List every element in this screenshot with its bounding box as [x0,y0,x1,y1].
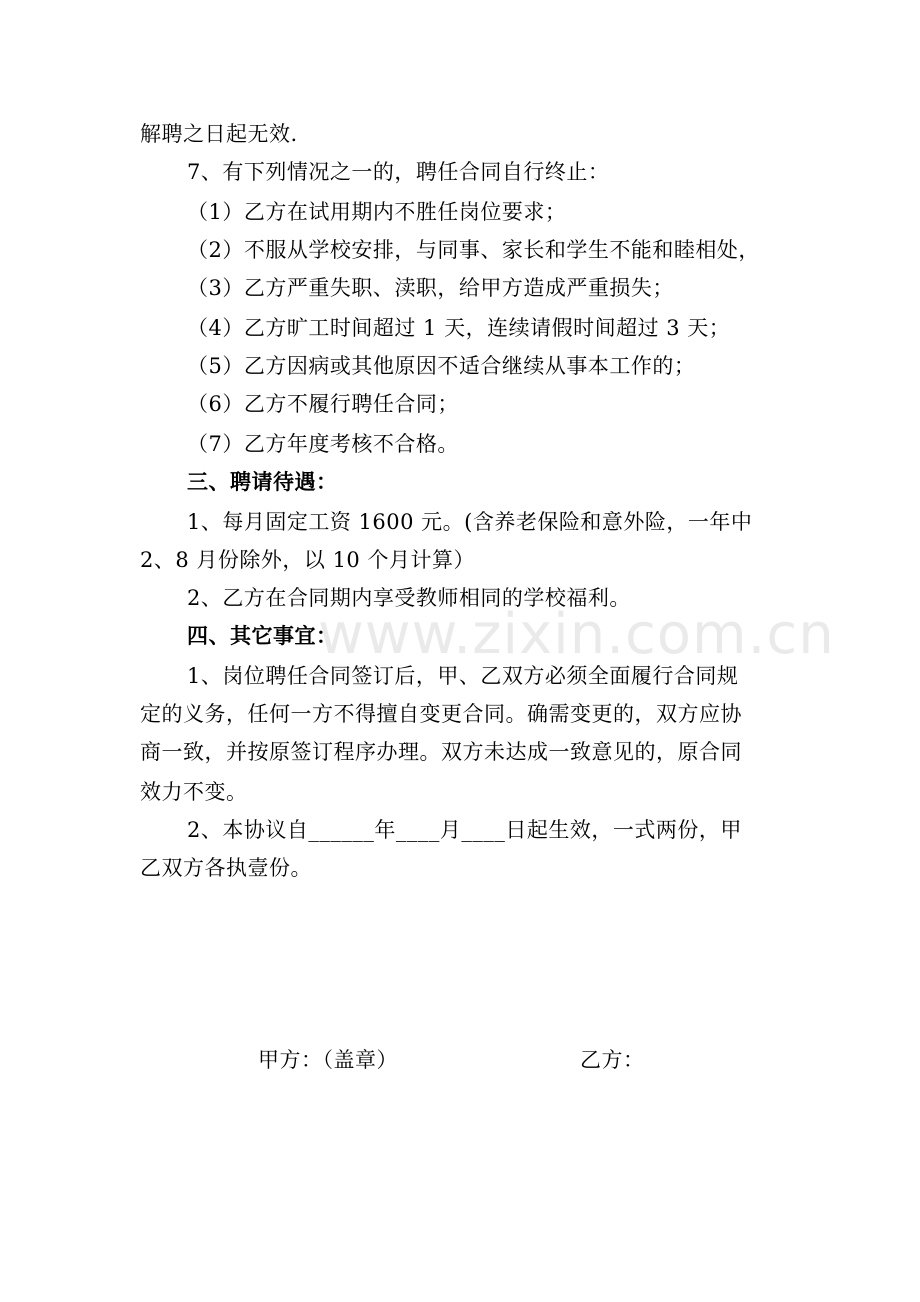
text-line: 解聘之日起无效. [140,122,298,146]
signature-party-a: 甲方：（盖章） [258,1048,398,1072]
list-item: （6）乙方不履行聘任合同； [187,392,459,416]
section-4-item-2-line: 乙双方各执壹份。 [140,856,312,880]
section-4-item-1-line: 1、岗位聘任合同签订后，甲、乙双方必须全面履行合同规 [187,664,739,688]
signature-party-b: 乙方： [580,1048,645,1072]
section-3-item-continuation: 2、8 月份除外，以 10 个月计算） [140,548,475,572]
section-3-item: 2、乙方在合同期内享受教师相同的学校福利。 [187,586,631,610]
section-4-heading: 四、其它事宜： [187,623,338,648]
section-4-item-1-line: 效力不变。 [140,780,248,804]
list-item: （4）乙方旷工时间超过 1 天，连续请假时间超过 3 天； [187,316,731,340]
list-item: （1）乙方在试用期内不胜任岗位要求； [187,200,567,224]
section-4-item-1-line: 定的义务，任何一方不得擅自变更合同。确需变更的，双方应协 [140,702,742,726]
list-item: （3）乙方严重失职、渎职，给甲方造成严重损失； [187,276,674,300]
watermark: www.zixin.com.cn [318,602,835,667]
section-3-item: 1、每月固定工资 1600 元。(含养老保险和意外险，一年中 [187,510,753,534]
section-3-heading: 三、聘请待遇： [187,469,338,494]
section-4-item-1-line: 商一致，并按原签订程序办理。双方未达成一致意见的，原合同 [140,740,742,764]
section-4-item-2-line: 2、本协议自______年____月____日起生效，一式两份，甲 [187,818,742,842]
clause-7-heading: 7、有下列情况之一的，聘任合同自行终止： [187,160,610,184]
list-item: （7）乙方年度考核不合格。 [187,432,459,456]
list-item: （5）乙方因病或其他原因不适合继续从事本工作的； [187,354,696,378]
list-item: （2）不服从学校安排，与同事、家长和学生不能和睦相处， [187,238,760,262]
